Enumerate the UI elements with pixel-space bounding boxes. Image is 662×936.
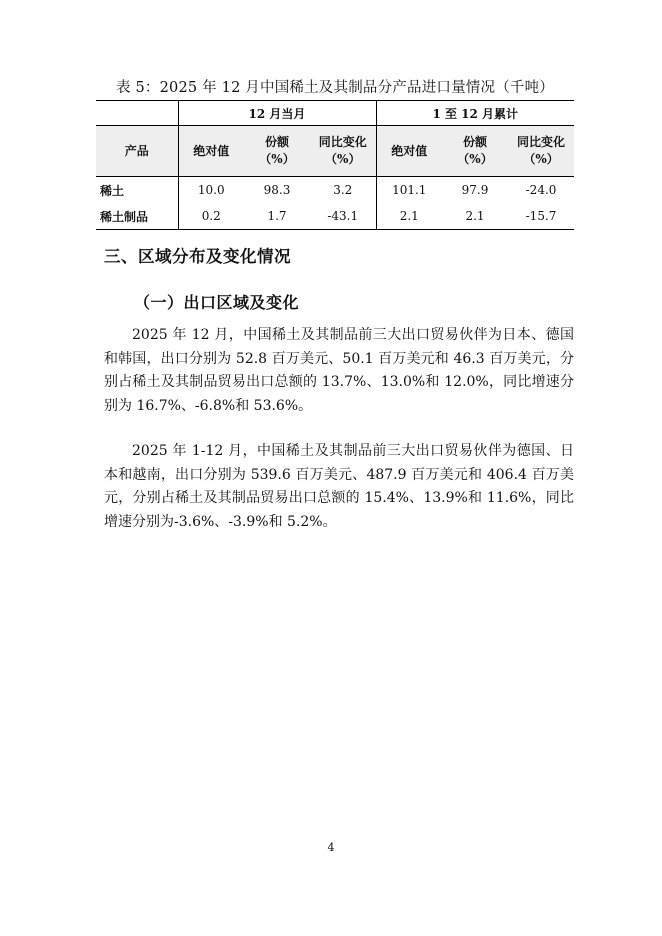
table-cell-product: 稀土	[100, 183, 125, 198]
column-header-product: 产品	[96, 126, 178, 177]
column-header-share: 份额 （%）	[244, 126, 310, 177]
table-cell: 10.0	[178, 177, 244, 204]
group-header-cumulative: 1 至 12 月累计	[376, 101, 574, 126]
column-header-yoy-cum: 同比变化 （%）	[508, 126, 574, 177]
table-cell: 101.1	[376, 177, 442, 204]
subsection-heading: （一）出口区域及变化	[134, 293, 300, 312]
body-paragraph: 2025 年 1-12 月，中国稀土及其制品前三大出口贸易伙伴为德国、日本和越南，出口分别为 539.6 百万美元、487.9 百万美元和 406.4 百万美元，分别占稀土及其制品贸易出口总额的 15.4%、13.9%和 11.6%，同比增速分别为-3.6%、-3.9%和 5.2%。	[104, 443, 574, 530]
table-cell-product: 稀土制品	[96, 203, 178, 230]
table-cell: 0.2	[178, 203, 244, 230]
table-caption: 表 5：2025 年 12 月中国稀土及其制品分产品进口量情况（千吨）	[115, 80, 554, 96]
table-row	[96, 203, 574, 230]
column-header-yoy: 同比变化 （%）	[310, 126, 376, 177]
table-row	[96, 177, 574, 204]
table-group-header-row	[96, 101, 574, 126]
table-cell: -24.0	[525, 183, 557, 197]
body-paragraph: 2025 年 12 月，中国稀土及其制品前三大出口贸易伙伴为日本、德国和韩国，出口分别为 52.8 百万美元、50.1 百万美元和 46.3 百万美元，分别占稀土及其制品贸易出口总额的 13.7%、13.0%和 12.0%，同比增速分别为 16.7%、-6.8%和 53.6%。	[104, 327, 574, 414]
group-header-blank	[96, 101, 178, 126]
page-number: 4	[327, 841, 335, 854]
section-heading: 三、区域分布及变化情况	[104, 247, 291, 266]
table-cell: 98.3	[263, 183, 291, 197]
table-cell: 2.1	[442, 203, 508, 230]
column-header-absolute: 绝对值	[178, 126, 244, 177]
table-column-header-row	[96, 126, 574, 177]
table-cell: 2.1	[376, 203, 442, 230]
table-cell: -15.7	[508, 203, 574, 230]
column-header-absolute-cum: 绝对值	[376, 126, 442, 177]
import-volume-table	[96, 100, 574, 230]
table-cell: 1.7	[244, 203, 310, 230]
table-cell: 97.9	[461, 183, 489, 197]
group-header-month: 12 月当月	[178, 101, 376, 126]
table-cell: -43.1	[310, 203, 376, 230]
table-cell: 3.2	[333, 183, 353, 197]
column-header-share-cum: 份额 （%）	[442, 126, 508, 177]
